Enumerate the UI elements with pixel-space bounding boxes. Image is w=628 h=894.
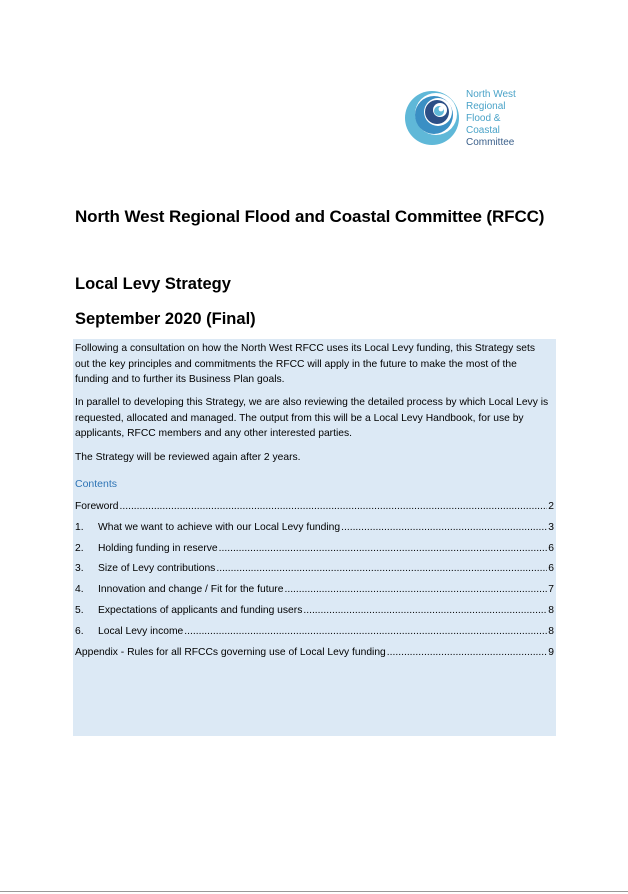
toc-entry-6[interactable] [75,625,554,639]
toc-label: Holding funding in reserve [98,543,218,554]
toc-label: Expectations of applicants and funding users [98,605,303,616]
toc-entry-3[interactable] [75,562,554,576]
intro-paragraph: The Strategy will be reviewed again after 2 years. [75,452,301,463]
toc-label: What we want to achieve with our Local Levy funding [98,522,341,533]
toc-leader [219,542,548,556]
page-bottom-border [0,891,628,892]
contents-heading: Contents [75,478,118,490]
toc-number: 5. [75,605,84,616]
toc-number: 4. [75,584,84,595]
toc-leader [387,646,547,660]
toc-page: 9 [548,647,554,658]
toc-entry-4[interactable] [75,583,554,597]
document-title: North West Regional Flood and Coastal Committee (RFCC) [75,207,545,226]
toc-label: Innovation and change / Fit for the future [98,584,284,595]
toc-leader [284,583,547,597]
toc-page: 6 [548,563,554,574]
intro-paragraph: In parallel to developing this Strategy, we are also reviewing the detailed process by which Local Levy is requested, allocated and managed. The output from this will be a Local Levy Handbook, for use by applicants, RFCC members and any other interested parties. [75,397,549,439]
toc-number: 2. [75,543,84,554]
toc-label: Size of Levy contributions [98,563,216,574]
logo-line: Coastal [466,125,500,136]
logo-line: Flood & [466,113,501,124]
toc-leader [341,521,547,535]
toc-page: 2 [548,501,554,512]
toc-number: 3. [75,563,84,574]
toc-entry-2[interactable] [75,542,554,556]
toc-entry-5[interactable] [75,604,554,618]
toc-label: Local Levy income [98,626,184,637]
toc-page: 6 [548,543,554,554]
document-date: September 2020 (Final) [75,310,256,328]
logo-line: Regional [466,101,506,112]
document-subtitle: Local Levy Strategy [75,275,231,293]
toc-entry-1[interactable] [75,521,554,535]
toc-leader [303,604,547,618]
rfcc-logo [404,88,544,152]
toc-leader [120,500,548,514]
logo-line: Committee [466,137,515,148]
toc-label: Foreword [75,501,119,512]
toc-page: 8 [548,626,554,637]
toc-leader [184,625,547,639]
swirl-logo-icon [404,88,466,150]
toc-entry-appendix[interactable] [75,646,554,660]
intro-paragraph: Following a consultation on how the North West RFCC uses its Local Levy funding, this Strategy sets out the key principles and commitments the RFCC will apply in the future to make the most of the funding and to further its Business Plan goals. [75,343,535,385]
toc-page: 3 [548,522,554,533]
toc-label: Appendix - Rules for all RFCCs governing use of Local Levy funding [75,647,386,658]
toc-page: 8 [548,605,554,616]
toc-leader [216,562,547,576]
logo-wordmark [466,89,516,149]
toc-number: 6. [75,626,84,637]
toc-page: 7 [548,584,554,595]
toc-number: 1. [75,522,84,533]
logo-line: North West [466,89,516,100]
toc-entry-foreword[interactable] [75,500,554,514]
